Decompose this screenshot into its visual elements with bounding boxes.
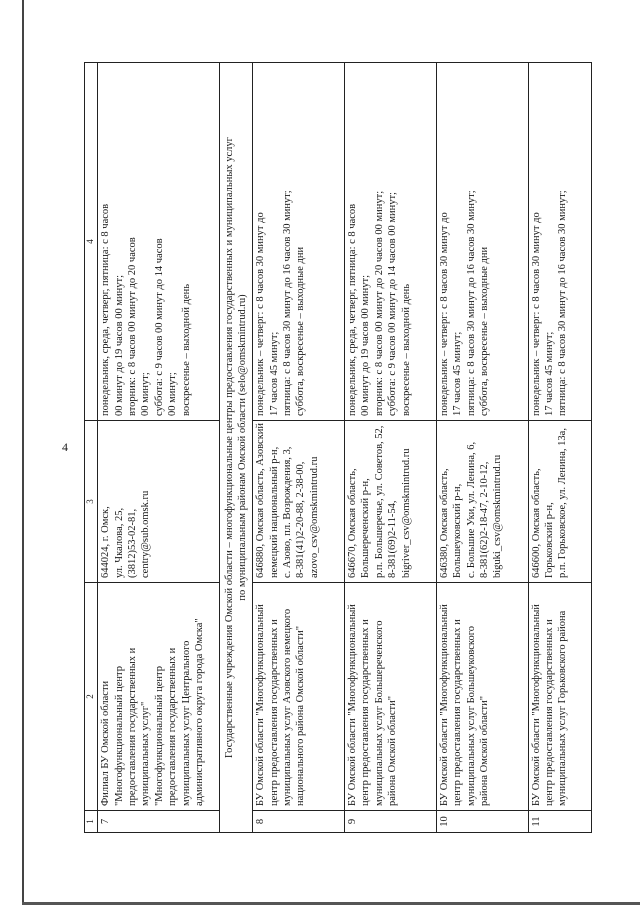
work-hours-line: понедельник, среда, четверг, пятница: с 8 часов [347,203,359,416]
work-hours-line: 00 минут; [140,372,152,416]
org-address [98,421,220,583]
rotated-table-container [84,63,592,833]
org-address-line: р.п. Горьковское, ул. Ленина, 13а, [557,428,569,578]
org-name-line: муниципальных услуг" [140,701,152,806]
org-address [345,421,437,583]
table-row [98,63,220,833]
org-name-line: муниципальных услуг Центрального [180,640,192,806]
work-hours-line: 00 минут до 19 часов 00 минут; [113,274,125,416]
org-name-line: административного округа города Омска" [193,618,205,806]
row-number: 8 [253,811,345,833]
table-body [85,63,592,833]
work-hours-line: 17 часов 45 минут; [268,331,280,416]
org-name-line: БУ Омской области "Многофункциональный [347,604,359,806]
org-name-line: "Многофункциональный центр [113,666,125,806]
org-name-line: центр предоставления государственных и [544,619,555,806]
work-hours-line: вторник: с 8 часов 00 минут до 20 часов 00 минут; [373,190,385,416]
work-hours-line: понедельник, среда, четверг, пятница: с 8 часов [100,203,112,416]
org-address-line: azovo_csv@omskmintrud.ru [308,456,320,578]
org-address-line: 646600, Омская область, [530,468,542,578]
org-address-line: (3812)53-02-81, [126,508,138,578]
org-name-line: "Многофункциональный центр [153,666,165,806]
org-address-line: Горьковский р-н, [544,502,555,578]
header-cell: 1 [85,811,98,833]
org-name-line: муниципальных услуг Большереченского [373,620,385,806]
org-name-line: Филиал БУ Омской области [100,680,112,806]
work-hours-line: понедельник – четверг: с 8 часов 30 минут до [438,212,450,416]
work-hours-line: 00 минут; [167,372,179,416]
org-address-line: 644024, г. Омск, [100,506,112,578]
page-number: 4 [62,440,68,454]
work-hours-line: суббота, воскресенье – выходные дни [295,246,307,416]
org-name-line: национального района Омской области" [295,626,307,806]
work-hours-line: вторник: с 8 часов 00 минут до 20 часов [126,237,138,416]
org-address-line: 646380, Омская область, [438,468,450,578]
org-address [253,421,345,583]
work-hours-line: 00 минут до 19 часов 00 минут; [360,274,372,416]
work-hours [345,63,437,421]
org-name-line: БУ Омской области "Многофункциональный [530,604,542,806]
org-name-line: муниципальных услуг Азовского немецкого [282,608,294,806]
org-name-line: муниципальных услуг Большеуковского [465,625,477,806]
org-address [436,421,528,583]
table-row [528,63,591,833]
org-name [345,583,437,811]
org-name-line: центр предоставления государственных и [452,619,464,806]
org-address-line: bigriver_csv@omskmintrud.ru [400,448,412,578]
work-hours-line: суббота: с 9 часов 00 минут до 14 часов 00 минут; [387,192,399,416]
work-hours-line: 17 часов 45 минут; [544,331,555,416]
org-name-line: БУ Омской области "Многофункциональный [255,604,267,806]
org-address-line: 8-381(62)2-18-47, 2-10-12, [479,461,491,578]
mfc-table [84,62,592,833]
row-number: 7 [98,811,220,833]
org-name-line: БУ Омской области "Многофункциональный [438,604,450,806]
work-hours-line: воскресенье – выходной день [400,283,412,416]
org-name-line: предоставления государственных и [167,647,179,806]
work-hours-line: воскресенье – выходной день [180,283,192,416]
org-address-line: р.п. Большеречье, ул. Советов, 52, [373,425,385,578]
org-address-line: Большеуковский р-н, [452,483,464,578]
header-row [85,63,98,833]
section-heading-row [220,63,253,833]
org-address-line: 646880, Омская область, Азовский [255,422,267,578]
org-address [528,421,591,583]
org-name-line: центр предоставления государственных и [360,619,372,806]
org-address-line: 646670, Омская область, [347,468,359,578]
work-hours-line: пятница: с 8 часов 30 минут до 16 часов 30 минут; [282,190,294,416]
row-number: 10 [436,811,528,833]
table-row [436,63,528,833]
section-heading-line: Государственные учреждения Омской области – многофункциональные центры предоставления государственных и муниципальных услуг [223,137,235,758]
org-address-line: ул. Чкалова, 25, [113,507,125,578]
work-hours [436,63,528,421]
row-number: 9 [345,811,437,833]
section-heading-line: по муниципальным районам Омской области (selo@omskmintrud.ru) [237,294,249,601]
scan-border-left [22,0,24,905]
org-name [253,583,345,811]
row-number: 11 [528,811,591,833]
org-address-line: Большереченский р-н, [360,478,372,578]
org-name [98,583,220,811]
table-row [253,63,345,833]
org-name [436,583,528,811]
org-address-line: centry@sub.omsk.ru [140,490,152,578]
work-hours-line: понедельник – четверг: с 8 часов 30 минут до [255,212,267,416]
header-cell: 2 [85,583,98,811]
work-hours [253,63,345,421]
header-cell: 3 [85,421,98,583]
work-hours-line: пятница: с 8 часов 30 минут до 16 часов 30 минут; [465,190,477,416]
work-hours-line: понедельник – четверг: с 8 часов 30 минут до [530,212,542,416]
table-row [345,63,437,833]
section-heading [220,63,253,833]
org-address-line: bigukі_csv@omskmintrud.ru [492,454,504,578]
work-hours-line: суббота: с 9 часов 00 минут до 14 часов [153,238,165,416]
work-hours-line: 17 часов 45 минут; [452,331,464,416]
work-hours [98,63,220,421]
org-address-line: 8-381(41)2-20-88, 2-38-00, [295,461,307,578]
work-hours [528,63,591,421]
org-address-line: с. Азово, пл. Возрождения, 3, [282,446,294,578]
work-hours-line: пятница: с 8 часов 30 минут до 16 часов 30 минут; [557,190,569,416]
org-address-line: с. Большие Уки, ул. Ленина, 6, [465,441,477,578]
org-name-line: муниципальных услуг Горьковского района [557,610,569,806]
org-address-line: немецкий национальный р-н, [268,446,280,578]
org-address-line: 8-381(69)2-11-54, [387,500,399,578]
org-name-line: района Омской области" [479,695,491,806]
org-name-line: района Омской области" [387,695,399,806]
org-name-line: предоставления государственных и [126,647,138,806]
org-name [528,583,591,811]
header-cell: 4 [85,63,98,421]
org-name-line: центр предоставления государственных и [268,619,280,806]
work-hours-line: суббота, воскресенье – выходные дни [479,246,491,416]
